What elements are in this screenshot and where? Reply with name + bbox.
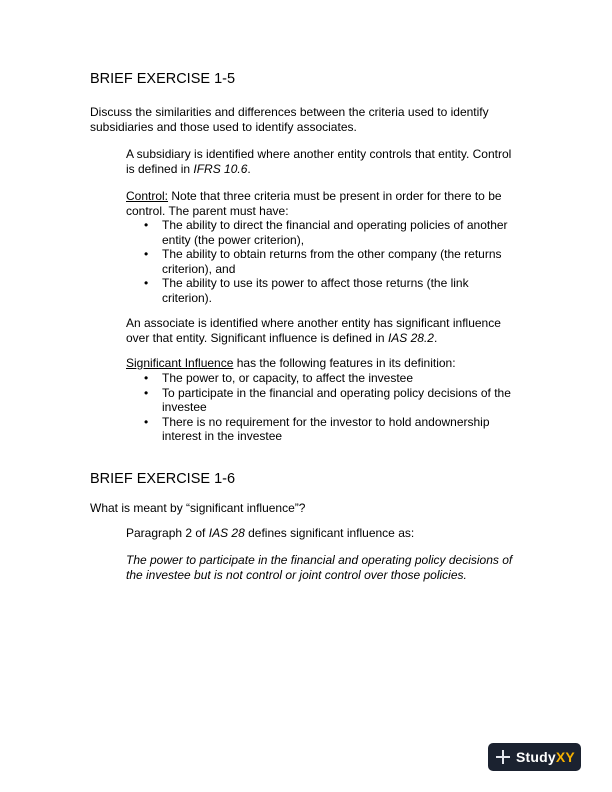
- bullet: •: [144, 371, 149, 385]
- definition-line: the investee but is not control or joint control over those policies.: [126, 567, 467, 582]
- list-item: [126, 247, 508, 276]
- list-item: [126, 415, 511, 444]
- text-run: criterion), and: [162, 261, 236, 276]
- subsidiary-line: [126, 162, 511, 177]
- text-run: XY: [555, 749, 575, 765]
- text-run: The ability to direct the financial and operating policies of another: [162, 218, 508, 232]
- bullet: •: [144, 218, 149, 232]
- control-line: control. The parent must have:: [126, 203, 289, 218]
- definition-line: The power to participate in the financial and operating policy decisions of: [126, 553, 513, 567]
- text-run: entity (the power criterion),: [162, 232, 305, 247]
- subsidiary-paragraph: [126, 147, 511, 176]
- text-run: over that entity. Significant influence is defined in: [126, 330, 388, 345]
- text-run: .: [247, 161, 251, 176]
- text-run: The power to, or capacity, to affect the investee: [162, 371, 414, 385]
- text-run: .: [433, 330, 438, 345]
- bullet: •: [144, 414, 149, 429]
- text-run: is defined in: [126, 161, 194, 176]
- control-criteria-list: [126, 218, 508, 306]
- list-item: [126, 276, 508, 305]
- text-run: The ability to use its power to affect those returns (the link: [162, 276, 469, 291]
- associate-line: [126, 331, 501, 346]
- text-run: criterion).: [162, 290, 213, 305]
- significant-influence-paragraph: [126, 356, 456, 371]
- text-run: The ability to obtain returns from the other company (the returns: [162, 247, 502, 262]
- text-run: Paragraph 2 of: [126, 526, 209, 540]
- si-line: [126, 356, 456, 371]
- text-run: There is no requirement for the investor to hold andownership: [162, 414, 490, 429]
- paragraph-2-reference: [126, 526, 414, 541]
- studyxy-wordmark: [516, 749, 575, 765]
- exercise-1-6-question: What is meant by “significant influence”?: [90, 501, 306, 515]
- text-run: investee: [162, 400, 207, 415]
- ias-28-reference: IAS 28: [208, 526, 245, 540]
- list-item: [126, 218, 508, 247]
- question-line: Discuss the similarities and differences between the criteria used to identify: [90, 105, 489, 119]
- exercise-1-6-heading: BRIEF EXERCISE 1-6: [90, 471, 236, 487]
- ias-reference: IAS 28.2: [387, 330, 434, 345]
- exercise-1-5-heading: BRIEF EXERCISE 1-5: [90, 71, 236, 87]
- exercise-1-5-question: [90, 105, 489, 134]
- studyxy-logo: [488, 743, 581, 771]
- text-run: Study: [516, 749, 556, 765]
- associate-paragraph: [126, 316, 501, 345]
- control-paragraph: [126, 189, 502, 218]
- list-item: [126, 371, 511, 386]
- associate-line: An associate is identified where another entity has significant influence: [126, 316, 501, 330]
- text-run: defines significant influence as:: [244, 526, 415, 540]
- significant-influence-label: Significant Influence: [126, 356, 234, 370]
- text-run: To participate in the financial and operating policy decisions of the: [162, 385, 511, 400]
- bullet: •: [144, 247, 149, 262]
- text-run: has the following features in its definition:: [233, 356, 456, 370]
- list-item: [126, 386, 511, 415]
- control-line: [126, 189, 502, 204]
- text-run: interest in the investee: [162, 429, 283, 444]
- control-label: Control:: [126, 189, 169, 203]
- significant-influence-list: [126, 371, 511, 444]
- question-line: subsidiaries and those used to identify associates.: [90, 119, 357, 134]
- ifrs-reference: IFRS 10.6: [193, 161, 248, 176]
- plus-icon: [496, 750, 510, 764]
- bullet: •: [144, 276, 149, 291]
- subsidiary-line: A subsidiary is identified where another entity controls that entity. Control: [126, 147, 512, 161]
- bullet: •: [144, 385, 149, 400]
- text-run: Note that three criteria must be present in order for there to be: [168, 189, 502, 203]
- significant-influence-definition: [126, 553, 512, 582]
